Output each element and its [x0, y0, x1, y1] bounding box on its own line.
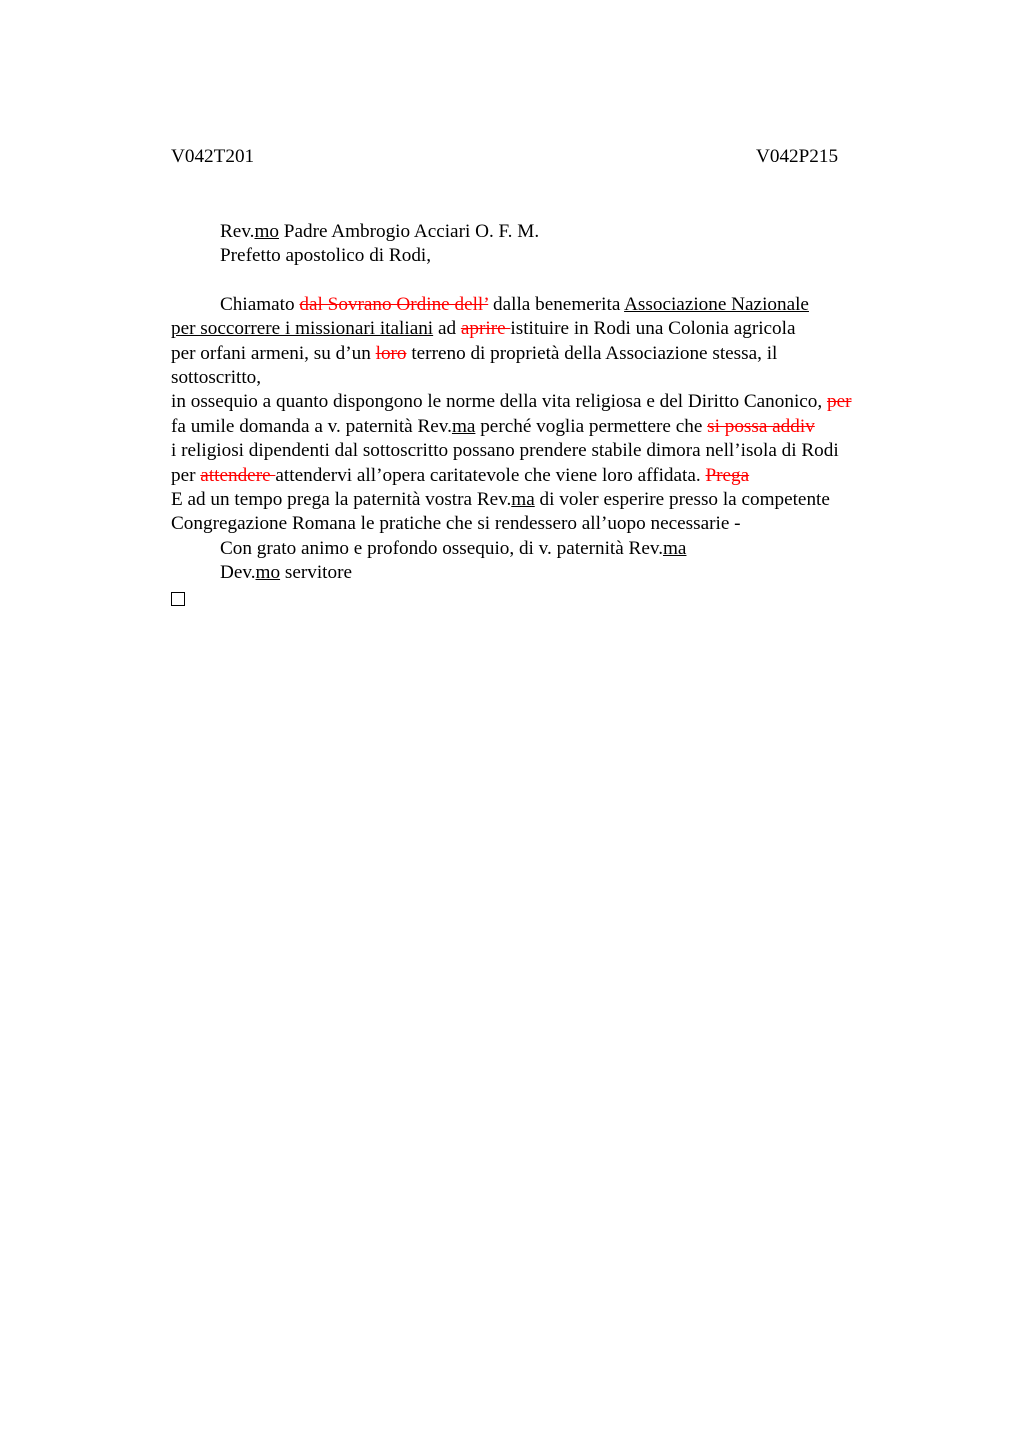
deleted-text: dal Sovrano Ordine dell’ [299, 293, 489, 315]
paragraph-line-1: Chiamato dal Sovrano Ordine dell’ dalla benemerita Associazione Nazionale [220, 293, 809, 315]
empty-box-icon [171, 592, 185, 606]
deleted-text: loro [375, 342, 407, 364]
document-code-left: V042T201 [171, 146, 255, 167]
paragraph-line-5: in ossequio a quanto dispongono le norme della vita religiosa e del Diritto Canonico, per [171, 391, 852, 413]
closing-line-1: Con grato animo e profondo ossequio, di v. paternità Rev.ma [220, 537, 687, 559]
paragraph-line-9: E ad un tempo prega la paternità vostra Rev.ma di voler esperire presso la competente [171, 488, 830, 510]
paragraph-line-10: Congregazione Romana le pratiche che si rendessero all’uopo necessarie - [171, 513, 741, 535]
document-code-right: V042P215 [756, 146, 839, 167]
deleted-text: Prega [705, 464, 750, 486]
closing-line-2: Dev.mo servitore [220, 562, 352, 584]
paragraph-line-8: per attendere attendervi all’opera caritatevole che viene loro affidata. Prega [171, 464, 750, 486]
paragraph-line-6: fa umile domanda a v. paternità Rev.ma perché voglia permettere che si possa addiv [171, 415, 815, 437]
paragraph-line-7: i religiosi dipendenti dal sottoscritto possano prendere stabile dimora nell’isola di Rodi [171, 440, 839, 462]
checkbox-line [171, 585, 931, 609]
deleted-text: aprire [460, 318, 511, 340]
paragraph-line-2: per soccorrere i missionari italiani ad aprire istituire in Rodi una Colonia agricola [171, 318, 796, 340]
deleted-text: si possa addiv [707, 415, 815, 437]
letter-body [171, 220, 931, 610]
deleted-text: per [826, 391, 852, 413]
salutation-line-1: Rev.mo Padre Ambrogio Acciari O. F. M. [220, 221, 540, 242]
deleted-text: attendere [200, 464, 276, 486]
salutation-line-2: Prefetto apostolico di Rodi, [220, 245, 432, 267]
paragraph-line-3: per orfani armeni, su d’un loro terreno di proprietà della Associazione stessa, il [171, 342, 778, 364]
paragraph-line-4: sottoscritto, [171, 366, 262, 388]
